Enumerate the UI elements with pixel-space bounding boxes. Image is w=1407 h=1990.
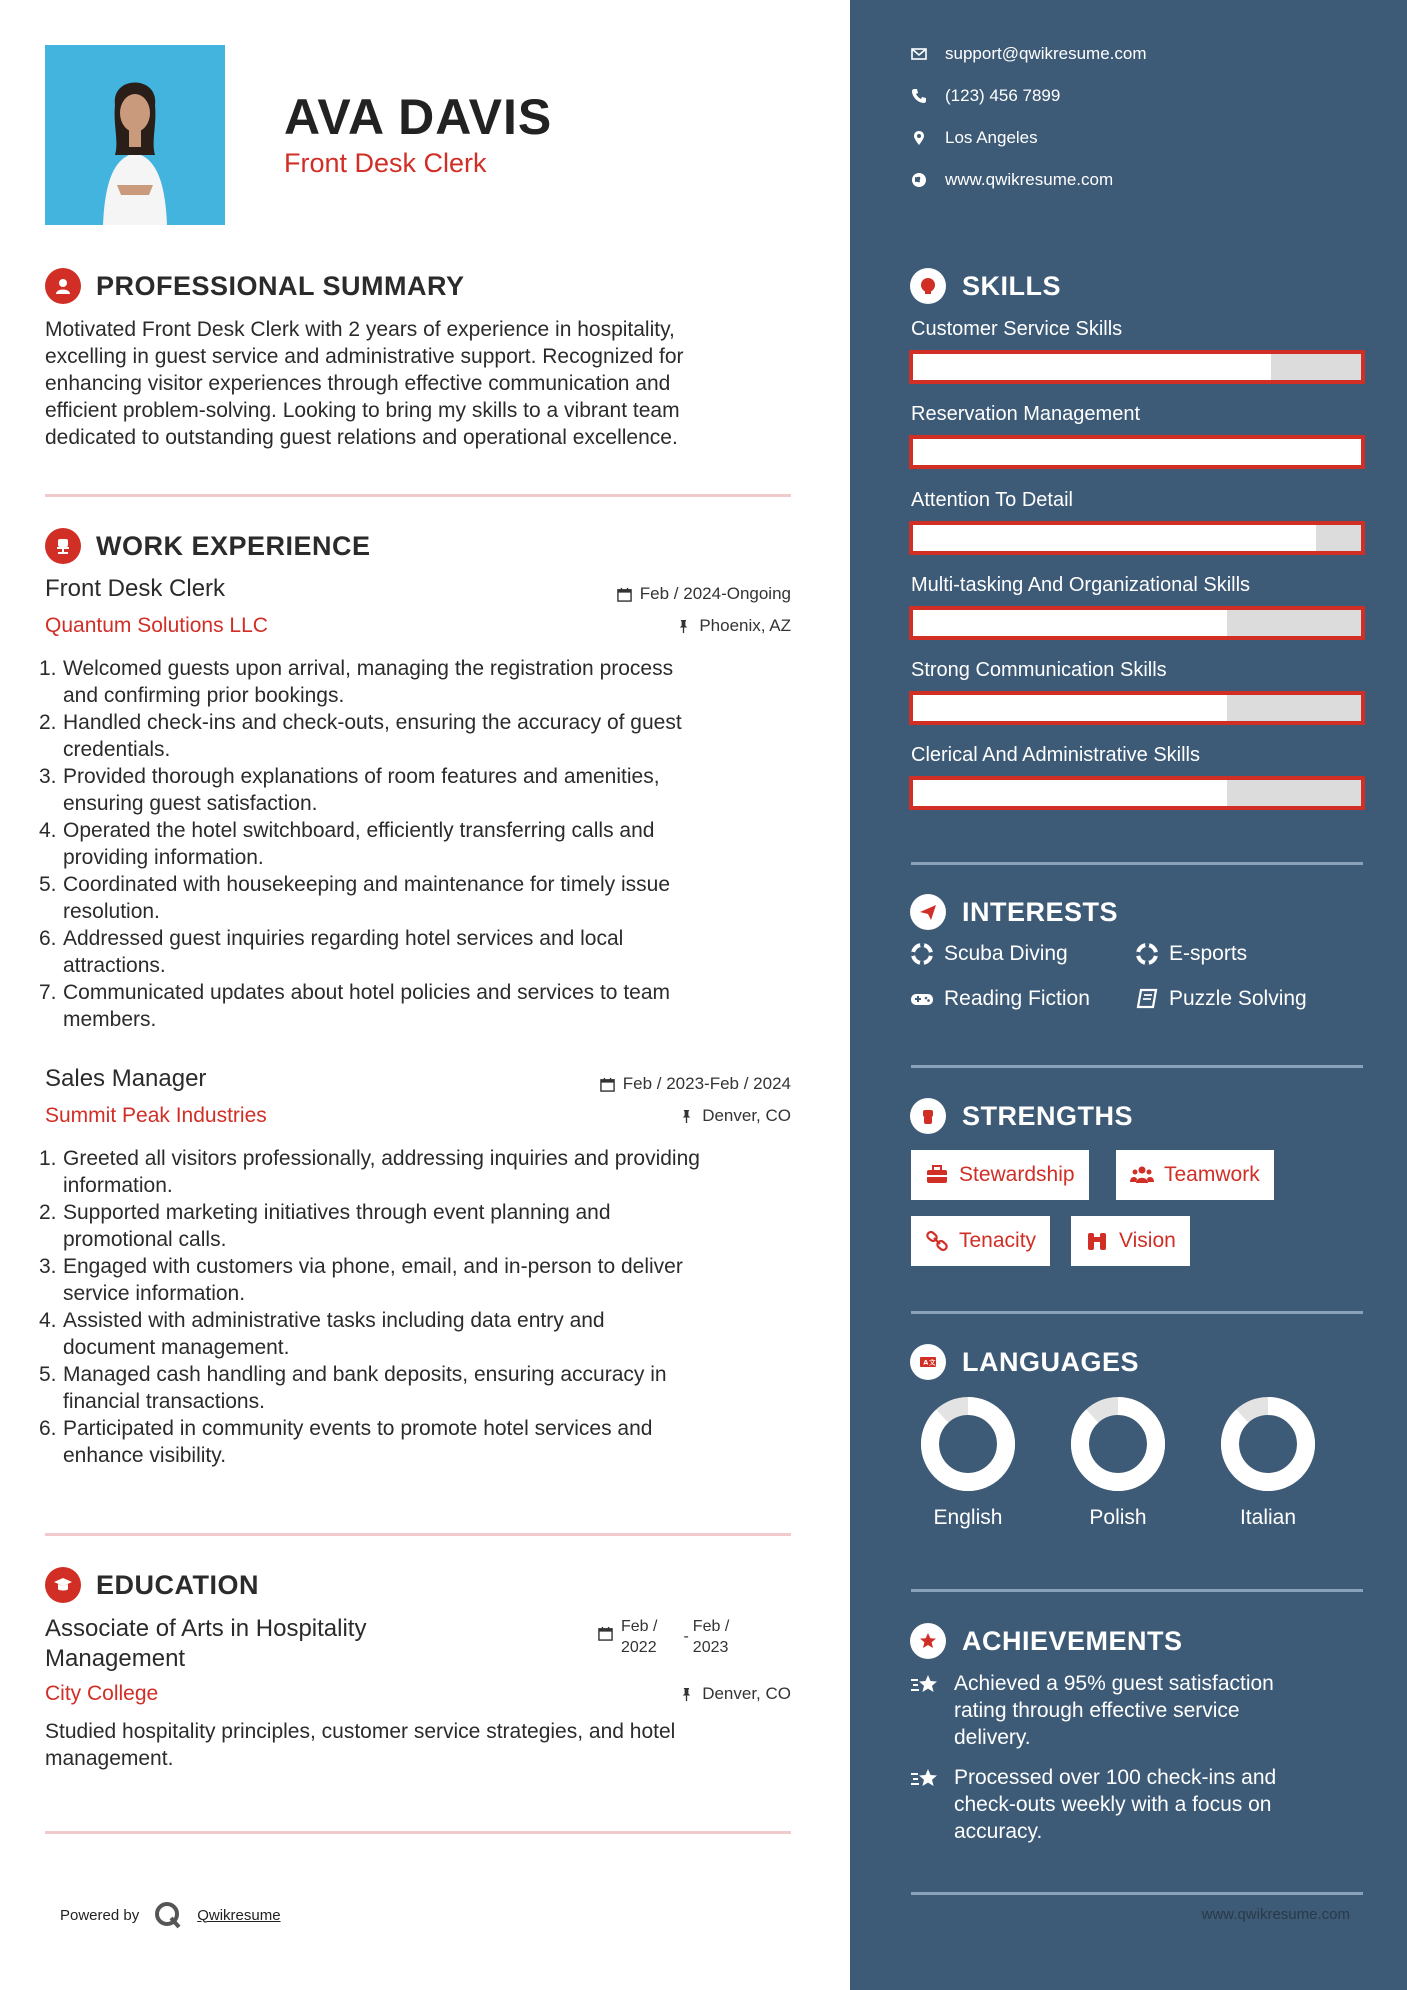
job-bullet-list bbox=[39, 655, 785, 1033]
summary-heading: PROFESSIONAL SUMMARY bbox=[96, 271, 465, 301]
interest-item: E-sports bbox=[1135, 942, 1247, 966]
gamepad-icon bbox=[910, 987, 934, 1011]
job-title: Front Desk Clerk bbox=[45, 575, 226, 602]
binoculars-icon bbox=[1085, 1229, 1109, 1253]
skill-bar bbox=[909, 606, 1365, 640]
list-item: 7. Communicated updates about hotel policies and services to team members. bbox=[39, 981, 671, 1031]
skill-bar bbox=[909, 435, 1365, 469]
job-location: Phoenix, AZ bbox=[676, 616, 791, 636]
life-ring-icon bbox=[910, 942, 934, 966]
skill-label: Clerical And Administrative Skills bbox=[911, 744, 1200, 766]
language-item bbox=[1068, 1394, 1168, 1530]
skill-label: Reservation Management bbox=[911, 403, 1141, 425]
powered-by bbox=[60, 1900, 281, 1930]
pushpin-icon bbox=[679, 1687, 694, 1702]
qwikresume-link[interactable]: Qwikresume bbox=[197, 1906, 281, 1924]
education-description: Studied hospitality principles, customer service strategies, and hotel management. bbox=[45, 1720, 676, 1770]
calendar-icon bbox=[600, 1077, 615, 1092]
job-location: Denver, CO bbox=[679, 1106, 791, 1126]
contact-location: Los Angeles bbox=[911, 128, 1038, 148]
achievement-item: Achieved a 95% guest satisfaction rating through effective service delivery. bbox=[910, 1670, 1350, 1751]
job-dates: Feb / 2023-Feb / 2024 bbox=[600, 1074, 791, 1094]
section-divider bbox=[911, 1311, 1363, 1314]
skill-bar bbox=[909, 691, 1365, 725]
strength-badge: Vision bbox=[1071, 1216, 1190, 1266]
skill-bar-fill bbox=[913, 354, 1271, 380]
section-divider bbox=[45, 1831, 791, 1834]
experience-heading: WORK EXPERIENCE bbox=[96, 531, 371, 561]
contact-email[interactable]: support@qwikresume.com bbox=[911, 44, 1147, 64]
svg-text:A: A bbox=[923, 1358, 929, 1367]
interests-heading: INTERESTS bbox=[962, 897, 1119, 927]
briefcase-icon bbox=[925, 1163, 949, 1187]
list-item: 3. Engaged with customers via phone, email, and in-person to deliver service information. bbox=[39, 1255, 683, 1305]
language-ring bbox=[918, 1394, 1018, 1494]
section-divider bbox=[45, 1533, 791, 1536]
candidate-role: Front Desk Clerk bbox=[284, 148, 487, 178]
skill-bar-fill bbox=[913, 439, 1361, 465]
list-item: 2. Supported marketing initiatives through event planning and promotional calls. bbox=[39, 1201, 611, 1251]
section-divider bbox=[911, 1892, 1363, 1895]
graduation-cap-icon bbox=[45, 1567, 81, 1603]
language-label: Polish bbox=[1089, 1506, 1147, 1529]
language-ring bbox=[1068, 1394, 1168, 1494]
globe-icon bbox=[911, 172, 927, 188]
language-label: English bbox=[933, 1506, 1003, 1529]
skill-bar-fill bbox=[913, 695, 1227, 721]
star-badge-icon bbox=[910, 1623, 946, 1659]
language-item bbox=[1218, 1394, 1318, 1530]
summary-text: Motivated Front Desk Clerk with 2 years of experience in hospitality, excelling in guest service and administrative support. Recognized for enhancing visitor experiences through effective communication and efficient problem-solving. Looking to bring my skills to a vibrant team dedicated to outstanding guest relations and operational excellence. bbox=[45, 318, 684, 449]
skill-bar-fill bbox=[913, 610, 1227, 636]
link-icon bbox=[925, 1229, 949, 1253]
job-bullet-list bbox=[39, 1145, 785, 1469]
school-name: City College bbox=[45, 1682, 159, 1705]
paper-plane-icon bbox=[910, 894, 946, 930]
company-name: Quantum Solutions LLC bbox=[45, 614, 268, 637]
strengths-heading: STRENGTHS bbox=[962, 1101, 1134, 1131]
fist-icon bbox=[910, 1098, 946, 1134]
list-item: 1. Welcomed guests upon arrival, managing the registration process and confirming prior bookings. bbox=[39, 657, 674, 707]
language-ring bbox=[1218, 1394, 1318, 1494]
interest-item: Reading Fiction bbox=[910, 987, 1090, 1011]
section-divider bbox=[911, 1589, 1363, 1592]
skill-label: Attention To Detail bbox=[911, 489, 1073, 511]
pushpin-icon bbox=[676, 619, 691, 634]
translate-icon bbox=[910, 1344, 946, 1380]
education-dates: Feb / 2022 - Feb / 2023 bbox=[598, 1616, 729, 1658]
strength-badge: Stewardship bbox=[911, 1150, 1089, 1200]
skill-bar bbox=[909, 350, 1365, 384]
achievement-item: Processed over 100 check-ins and check-outs weekly with a focus on accuracy. bbox=[910, 1764, 1350, 1845]
section-divider bbox=[911, 1065, 1363, 1068]
profile-photo bbox=[45, 45, 225, 225]
life-ring-icon bbox=[1135, 942, 1159, 966]
skill-bar bbox=[909, 776, 1365, 810]
achievements-heading: ACHIEVEMENTS bbox=[962, 1626, 1183, 1656]
powered-by-label: Powered by bbox=[60, 1906, 140, 1924]
calendar-icon bbox=[598, 1626, 613, 1641]
section-divider bbox=[45, 494, 791, 497]
interest-item: Puzzle Solving bbox=[1135, 987, 1307, 1011]
list-item: 5. Coordinated with housekeeping and maintenance for timely issue resolution. bbox=[39, 873, 671, 923]
education-heading: EDUCATION bbox=[96, 1570, 259, 1600]
skill-bar-fill bbox=[913, 525, 1316, 551]
candidate-name: AVA DAVIS bbox=[284, 89, 553, 145]
contact-phone[interactable]: (123) 456 7899 bbox=[911, 86, 1060, 106]
pushpin-icon bbox=[679, 1109, 694, 1124]
list-item: 6. Participated in community events to promote hotel services and enhance visibility. bbox=[39, 1417, 653, 1467]
degree-title: Associate of Arts in Hospitality Management bbox=[45, 1615, 367, 1672]
list-item: 2. Handled check-ins and check-outs, ensuring the accuracy of guest credentials. bbox=[39, 711, 682, 761]
location-pin-icon bbox=[911, 130, 927, 146]
list-item: 1. Greeted all visitors professionally, addressing inquiries and providing information. bbox=[39, 1147, 700, 1197]
education-location: Denver, CO bbox=[679, 1684, 791, 1704]
footer-website[interactable]: www.qwikresume.com bbox=[1201, 1906, 1350, 1923]
skill-bar-fill bbox=[913, 780, 1227, 806]
list-item: 4. Assisted with administrative tasks including data entry and document management. bbox=[39, 1309, 605, 1359]
skills-heading: SKILLS bbox=[962, 271, 1062, 301]
list-item: 4. Operated the hotel switchboard, efficiently transferring calls and providing information. bbox=[39, 819, 655, 869]
language-label: Italian bbox=[1239, 1506, 1297, 1529]
list-item: 5. Managed cash handling and bank deposits, ensuring accuracy in financial transactions. bbox=[39, 1363, 667, 1413]
section-divider bbox=[911, 862, 1363, 865]
language-item bbox=[918, 1394, 1018, 1530]
skill-label: Multi-tasking And Organizational Skills bbox=[911, 574, 1251, 596]
lightbulb-icon bbox=[910, 268, 946, 304]
users-icon bbox=[1130, 1163, 1154, 1187]
qwikresume-logo-icon bbox=[153, 1900, 183, 1930]
list-item: 6. Addressed guest inquiries regarding hotel services and local attractions. bbox=[39, 927, 624, 977]
chair-icon bbox=[45, 528, 81, 564]
strength-badge: Tenacity bbox=[911, 1216, 1050, 1266]
shooting-star-icon bbox=[910, 1672, 942, 1698]
languages-heading: LANGUAGES bbox=[962, 1347, 1140, 1377]
job-dates: Feb / 2024-Ongoing bbox=[617, 584, 791, 604]
contact-website[interactable]: www.qwikresume.com bbox=[911, 170, 1113, 190]
interest-item: Scuba Diving bbox=[910, 942, 1068, 966]
phone-icon bbox=[911, 88, 927, 104]
shooting-star-icon bbox=[910, 1766, 942, 1792]
skill-label: Strong Communication Skills bbox=[911, 659, 1167, 681]
skill-bar bbox=[909, 521, 1365, 555]
skill-label: Customer Service Skills bbox=[911, 318, 1123, 340]
list-item: 3. Provided thorough explanations of room features and amenities, ensuring guest satisfaction. bbox=[39, 765, 660, 815]
strength-badge: Teamwork bbox=[1116, 1150, 1274, 1200]
user-icon bbox=[45, 268, 81, 304]
company-name: Summit Peak Industries bbox=[45, 1104, 267, 1127]
job-title: Sales Manager bbox=[45, 1065, 207, 1092]
envelope-icon bbox=[911, 46, 927, 62]
calendar-icon bbox=[617, 587, 632, 602]
book-icon bbox=[1135, 987, 1159, 1011]
svg-text:文: 文 bbox=[929, 1358, 936, 1367]
